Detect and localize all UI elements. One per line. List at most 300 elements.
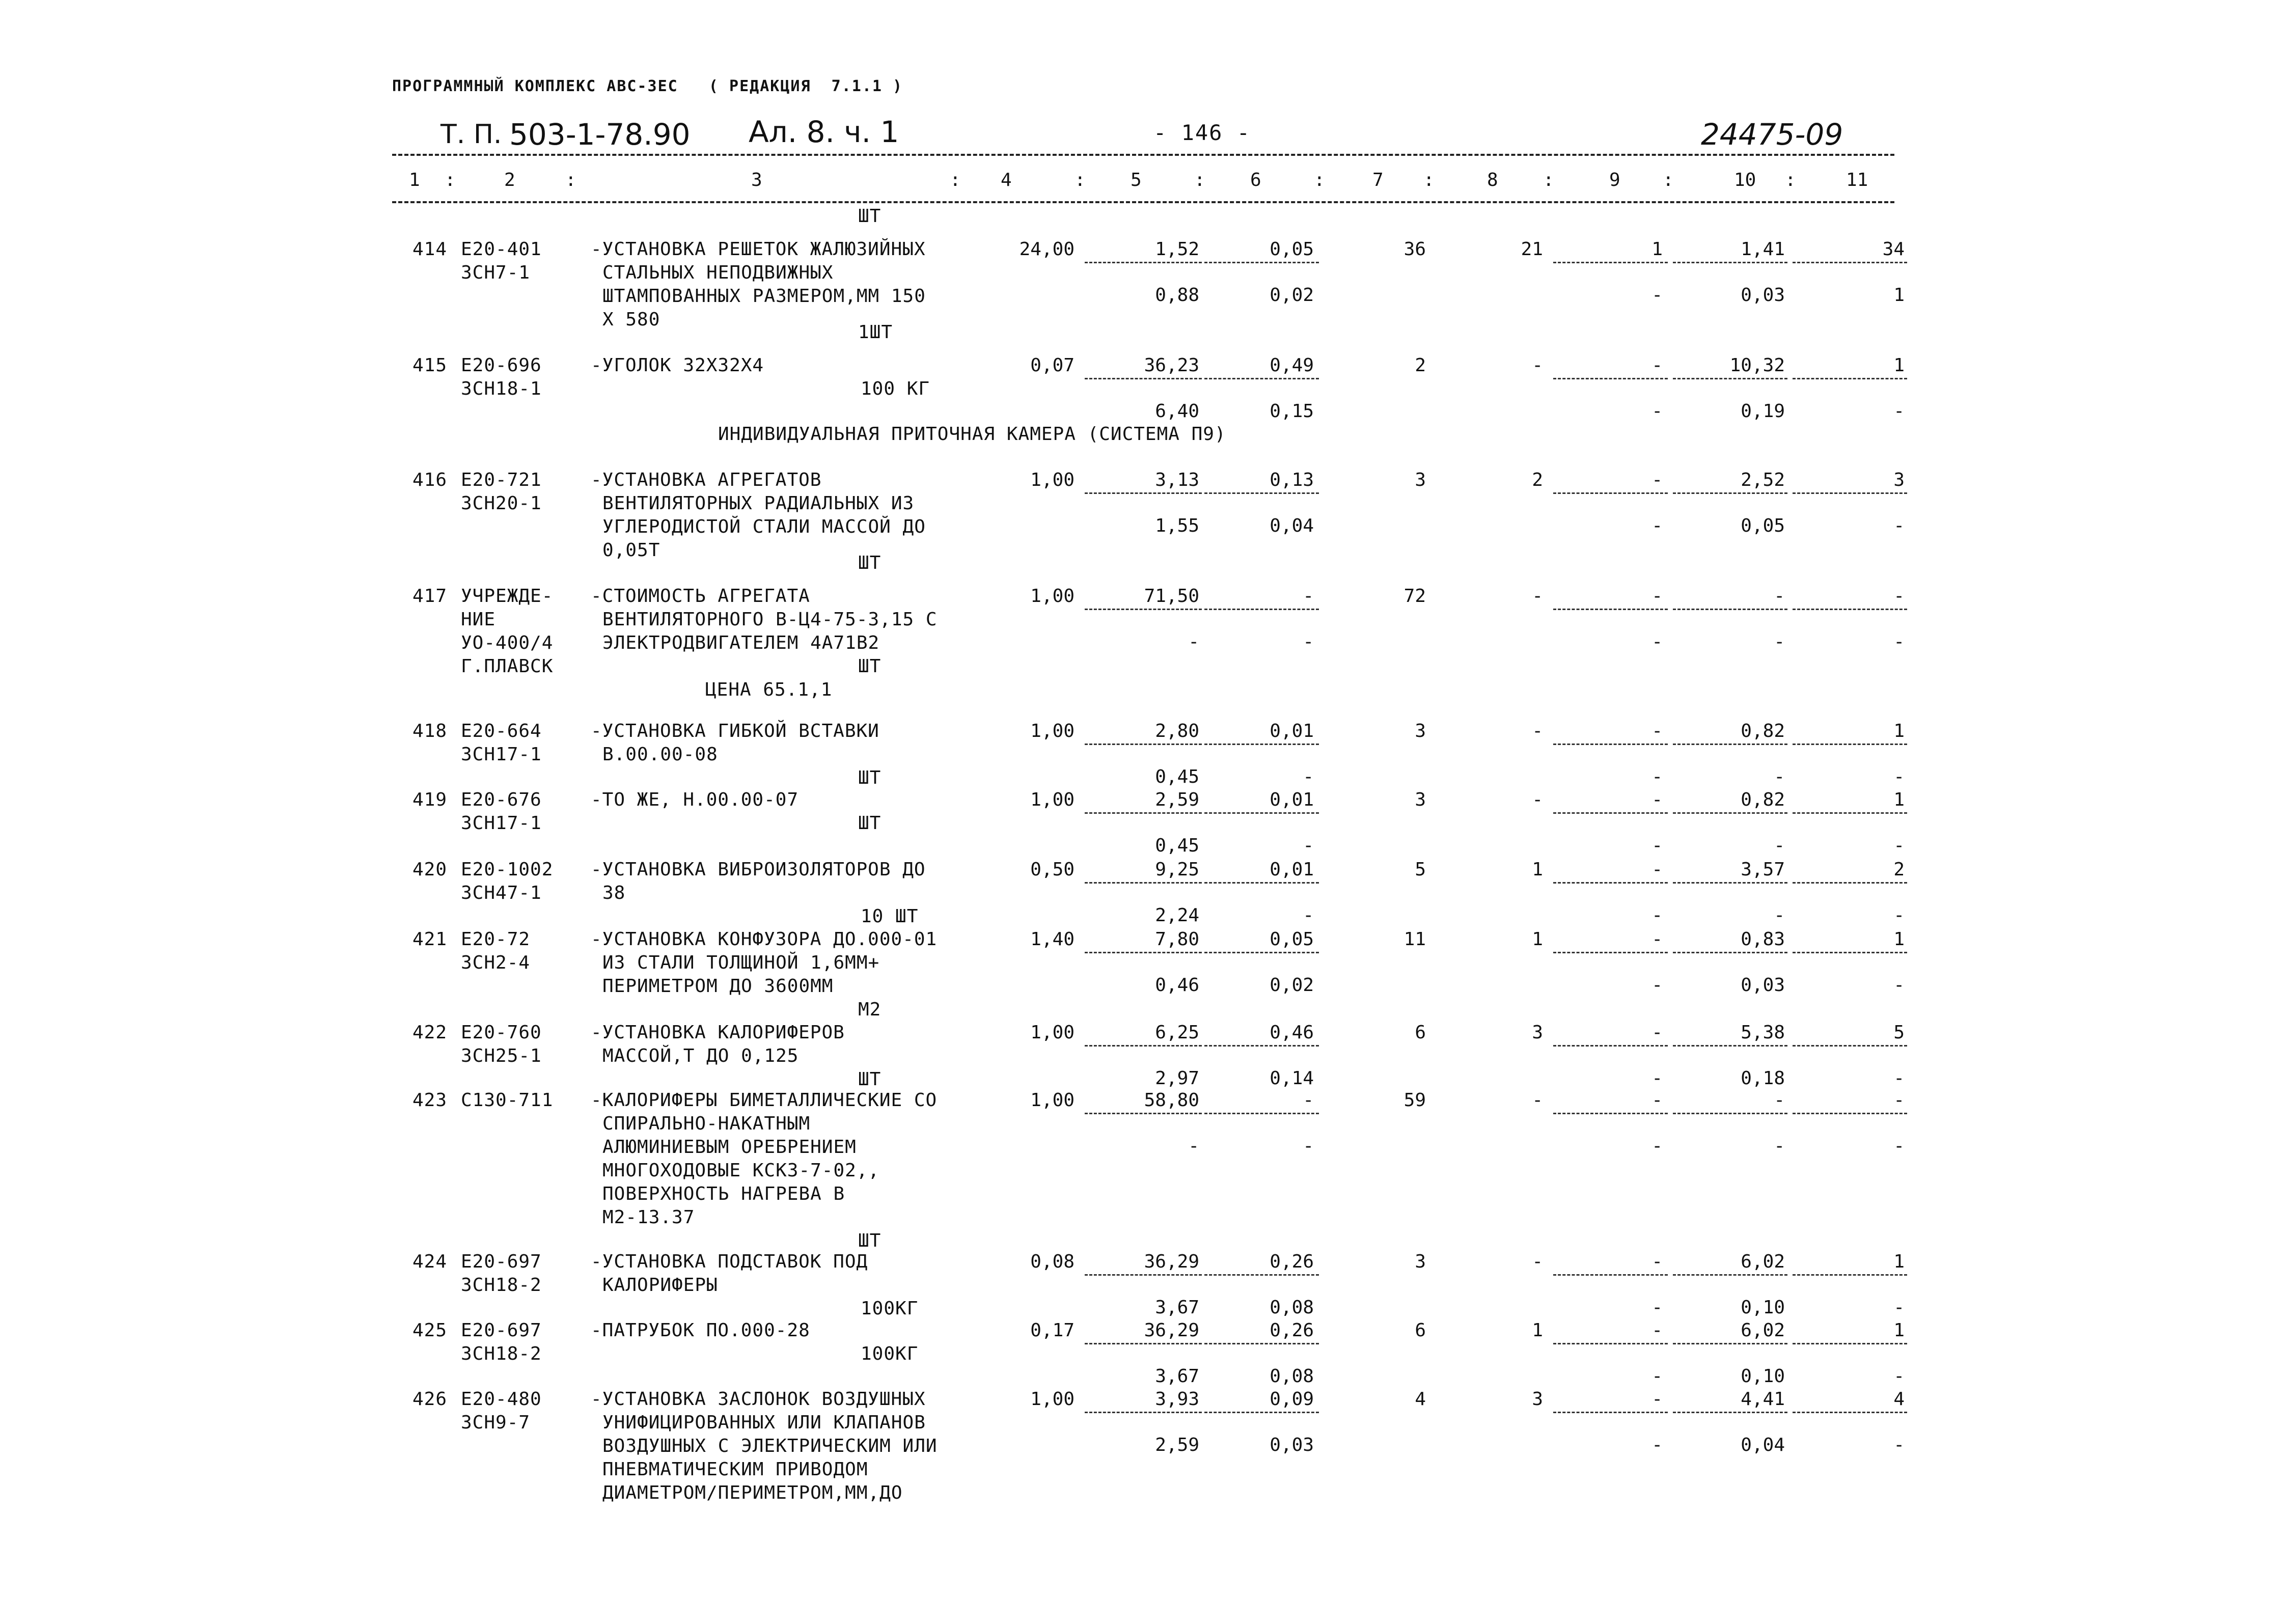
row-description-line: ДИАМЕТРОМ/ПЕРИМЕТРОМ,ММ,ДО bbox=[602, 1482, 903, 1503]
cell-c8: - bbox=[1532, 355, 1543, 376]
cell-underline bbox=[1673, 882, 1787, 884]
cell-underline bbox=[1085, 952, 1202, 953]
cell-c9a: - bbox=[1651, 721, 1663, 741]
cell-c9a: - bbox=[1651, 586, 1663, 607]
cell-c7: 72 bbox=[1403, 586, 1426, 607]
cell-qty: 0,08 bbox=[1030, 1251, 1075, 1272]
cell-underline bbox=[1793, 1045, 1907, 1047]
cell-c10a: 4,41 bbox=[1741, 1389, 1785, 1410]
row-description-line: 0,05Т bbox=[602, 540, 660, 561]
cell-c11a: 1 bbox=[1893, 721, 1905, 741]
cell-underline bbox=[1793, 609, 1907, 610]
cell-c9a: - bbox=[1651, 789, 1663, 810]
cell-underline bbox=[1204, 492, 1319, 494]
cell-c6b: 0,14 bbox=[1270, 1068, 1314, 1089]
cell-c6a: 0,01 bbox=[1270, 859, 1314, 880]
cell-c7: 3 bbox=[1415, 1251, 1426, 1272]
cell-c7: 59 bbox=[1403, 1090, 1426, 1111]
cell-c5a: 36,29 bbox=[1144, 1251, 1199, 1272]
cell-c11b: - bbox=[1893, 1297, 1905, 1318]
cell-underline bbox=[1085, 882, 1202, 884]
unit-label: ШТ bbox=[858, 553, 882, 573]
cell-c7: 36 bbox=[1403, 239, 1426, 260]
cell-c11b: - bbox=[1893, 975, 1905, 996]
cell-c7: 11 bbox=[1403, 929, 1426, 950]
cell-c9b: - bbox=[1651, 401, 1663, 422]
cell-underline bbox=[1204, 1412, 1319, 1413]
cell-c10b: 0,10 bbox=[1741, 1366, 1785, 1387]
row-description-line: ВЕНТИЛЯТОРНОГО В-Ц4-75-3,15 С bbox=[602, 609, 938, 630]
cell-c9a: - bbox=[1651, 470, 1663, 490]
row-code-line: ЗСН18-1 bbox=[461, 378, 542, 399]
row-number: 416 bbox=[412, 470, 448, 490]
row-description-line: СТАЛЬНЫХ НЕПОДВИЖНЫХ bbox=[602, 262, 834, 283]
cell-c9b: - bbox=[1651, 515, 1663, 536]
section-heading: ИНДИВИДУАЛЬНАЯ ПРИТОЧНАЯ КАМЕРА (СИСТЕМА П9) bbox=[718, 424, 1226, 445]
unit-label: 100 КГ bbox=[861, 378, 930, 399]
cell-c10b: - bbox=[1774, 1136, 1785, 1157]
cell-c11a: - bbox=[1893, 1090, 1905, 1111]
cell-underline bbox=[1204, 1045, 1319, 1047]
cell-underline bbox=[1673, 1113, 1787, 1114]
cell-c6b: - bbox=[1303, 1136, 1314, 1157]
cell-c9a: - bbox=[1651, 859, 1663, 880]
cell-underline bbox=[1673, 492, 1787, 494]
column-header-2: 2 bbox=[504, 170, 515, 190]
cell-c7: 3 bbox=[1415, 721, 1426, 741]
cell-c7: 3 bbox=[1415, 789, 1426, 810]
row-description-line: ИЗ СТАЛИ ТОЛЩИНОЙ 1,6ММ+ bbox=[602, 952, 880, 973]
cell-underline bbox=[1553, 744, 1668, 745]
cell-c6b: 0,08 bbox=[1270, 1297, 1314, 1318]
row-description-line: МАССОЙ,Т ДО 0,125 bbox=[602, 1045, 799, 1066]
row-description-line: АЛЮМИНИЕВЫМ ОРЕБРЕНИЕМ bbox=[602, 1137, 857, 1158]
cell-c5b: 6,40 bbox=[1155, 401, 1199, 422]
cell-c6a: 0,46 bbox=[1270, 1022, 1314, 1043]
cell-c6b: 0,04 bbox=[1270, 515, 1314, 536]
cell-c10a: 2,52 bbox=[1741, 470, 1785, 490]
row-description-line: 38 bbox=[602, 883, 626, 903]
cell-c6a: 0,05 bbox=[1270, 929, 1314, 950]
cell-underline bbox=[1793, 952, 1907, 953]
row-description-line: -УСТАНОВКА ГИБКОЙ ВСТАВКИ bbox=[591, 721, 879, 741]
unit-label: 10 ШТ bbox=[861, 906, 919, 927]
row-description-line: -КАЛОРИФЕРЫ БИМЕТАЛЛИЧЕСКИЕ СО bbox=[591, 1090, 938, 1111]
cell-underline bbox=[1085, 1343, 1202, 1344]
cell-c9b: - bbox=[1651, 1068, 1663, 1089]
cell-c9b: - bbox=[1651, 975, 1663, 996]
cell-c11a: - bbox=[1893, 586, 1905, 607]
cell-underline bbox=[1204, 812, 1319, 814]
row-description-line: -УСТАНОВКА ПОДСТАВОК ПОД bbox=[591, 1251, 868, 1272]
row-number: 415 bbox=[412, 355, 448, 376]
tp-number: 503-1-78.90 bbox=[509, 117, 691, 152]
cell-c5b: 0,88 bbox=[1155, 285, 1199, 306]
cell-c11a: 3 bbox=[1893, 470, 1905, 490]
cell-c9a: - bbox=[1651, 929, 1663, 950]
row-description-line: ЭЛЕКТРОДВИГАТЕЛЕМ 4А71В2 bbox=[602, 632, 880, 653]
cell-underline bbox=[1204, 609, 1319, 610]
row-code-line: Е20-676 bbox=[461, 789, 542, 810]
cell-underline bbox=[1793, 744, 1907, 745]
row-description-line: -УСТАНОВКА ЗАСЛОНОК ВОЗДУШНЫХ bbox=[591, 1389, 926, 1410]
cell-c5a: 6,25 bbox=[1155, 1022, 1199, 1043]
cell-underline bbox=[1204, 1113, 1319, 1114]
cell-c5a: 3,93 bbox=[1155, 1389, 1199, 1410]
row-code-line: ЗСН18-2 bbox=[461, 1275, 542, 1296]
cell-c10a: 6,02 bbox=[1741, 1251, 1785, 1272]
column-separator: : bbox=[950, 170, 961, 190]
row-description-line: СПИРАЛЬНО-НАКАТНЫМ bbox=[602, 1113, 811, 1134]
cell-c10b: 0,19 bbox=[1741, 401, 1785, 422]
cell-c11b: - bbox=[1893, 1366, 1905, 1387]
row-number: 414 bbox=[412, 239, 448, 260]
cell-c9b: - bbox=[1651, 1297, 1663, 1318]
cell-c10a: 6,02 bbox=[1741, 1320, 1785, 1341]
column-header-10: 10 bbox=[1734, 170, 1756, 190]
row-code-line: ЗСН2-4 bbox=[461, 952, 531, 973]
cell-underline bbox=[1204, 952, 1319, 953]
cell-c10a: 0,82 bbox=[1741, 789, 1785, 810]
row-description-line: ШТАМПОВАННЫХ РАЗМЕРОМ,ММ 150 bbox=[602, 286, 926, 307]
row-code-line: Е20-480 bbox=[461, 1389, 542, 1410]
row-code-line: Е20-1002 bbox=[461, 859, 554, 880]
cell-c5a: 7,80 bbox=[1155, 929, 1199, 950]
cell-c10a: 0,83 bbox=[1741, 929, 1785, 950]
cell-underline bbox=[1204, 744, 1319, 745]
cell-underline bbox=[1085, 1113, 1202, 1114]
cell-c11a: 1 bbox=[1893, 789, 1905, 810]
row-description-line: ВОЗДУШНЫХ С ЭЛЕКТРИЧЕСКИМ ИЛИ bbox=[602, 1436, 938, 1456]
cell-c5b: 1,55 bbox=[1155, 515, 1199, 536]
cell-c6a: 0,26 bbox=[1270, 1251, 1314, 1272]
cell-c11b: - bbox=[1893, 1435, 1905, 1455]
row-description-line: -УГОЛОК 32Х32Х4 bbox=[591, 355, 764, 376]
row-description-line: -УСТАНОВКА РЕШЕТОК ЖАЛЮЗИЙНЫХ bbox=[591, 239, 926, 260]
cell-c11b: - bbox=[1893, 515, 1905, 536]
row-code-line: Е20-696 bbox=[461, 355, 542, 376]
cell-c6b: - bbox=[1303, 905, 1314, 926]
cell-c10a: - bbox=[1774, 586, 1785, 607]
row-description-line: Х 580 bbox=[602, 309, 660, 330]
cell-c9b: - bbox=[1651, 1435, 1663, 1455]
cell-underline bbox=[1553, 262, 1668, 263]
cell-underline bbox=[1553, 1412, 1668, 1413]
row-number: 417 bbox=[412, 586, 448, 607]
cell-c5b: 2,24 bbox=[1155, 905, 1199, 926]
row-code-line: Е20-697 bbox=[461, 1320, 542, 1341]
cell-c8: - bbox=[1532, 789, 1543, 810]
cell-c8: 1 bbox=[1532, 859, 1543, 880]
cell-underline bbox=[1085, 609, 1202, 610]
column-header-1: 1 bbox=[409, 170, 420, 190]
cell-c9a: - bbox=[1651, 1320, 1663, 1341]
cell-c10b: - bbox=[1774, 631, 1785, 652]
column-separator: : bbox=[565, 170, 576, 190]
cell-underline bbox=[1085, 1045, 1202, 1047]
cell-underline bbox=[1793, 812, 1907, 814]
cell-c10b: - bbox=[1774, 835, 1785, 856]
row-number: 423 bbox=[412, 1090, 448, 1111]
cell-c9a: - bbox=[1651, 355, 1663, 376]
cell-c10b: 0,18 bbox=[1741, 1068, 1785, 1089]
cell-c8: - bbox=[1532, 1090, 1543, 1111]
cell-underline bbox=[1085, 812, 1202, 814]
row-description-line: ВЕНТИЛЯТОРНЫХ РАДИАЛЬНЫХ ИЗ bbox=[602, 493, 915, 514]
unit-label: 1ШТ bbox=[858, 322, 893, 343]
cell-underline bbox=[1673, 262, 1787, 263]
cell-c8: 3 bbox=[1532, 1389, 1543, 1410]
row-number: 419 bbox=[412, 789, 448, 810]
row-code-line: Е20-664 bbox=[461, 721, 542, 741]
cell-c7: 6 bbox=[1415, 1320, 1426, 1341]
cell-c8: 1 bbox=[1532, 929, 1543, 950]
cell-underline bbox=[1553, 812, 1668, 814]
unit-label: ШТ bbox=[858, 767, 882, 788]
cell-c10a: 1,41 bbox=[1741, 239, 1785, 260]
cell-underline bbox=[1793, 492, 1907, 494]
cell-underline bbox=[1673, 1343, 1787, 1344]
cell-c9b: - bbox=[1651, 1136, 1663, 1157]
row-description-line: -ТО ЖЕ, Н.00.00-07 bbox=[591, 789, 799, 810]
cell-underline bbox=[1085, 1412, 1202, 1413]
cell-c6b: 0,02 bbox=[1270, 975, 1314, 996]
cell-c11a: 1 bbox=[1893, 355, 1905, 376]
cell-c8: 1 bbox=[1532, 1320, 1543, 1341]
price-note: ЦЕНА 65.1,1 bbox=[705, 679, 833, 700]
cell-underline bbox=[1553, 1113, 1668, 1114]
row-code-line: ЗСН7-1 bbox=[461, 262, 531, 283]
cell-c9a: - bbox=[1651, 1022, 1663, 1043]
row-description-line: -УСТАНОВКА КАЛОРИФЕРОВ bbox=[591, 1022, 845, 1043]
cell-underline bbox=[1204, 262, 1319, 263]
row-code-line: ЗСН18-2 bbox=[461, 1343, 542, 1364]
cell-underline bbox=[1553, 609, 1668, 610]
cell-c11a: 1 bbox=[1893, 1320, 1905, 1341]
row-code-line: УЧРЕЖДЕ- bbox=[461, 586, 554, 607]
cell-c11b: - bbox=[1893, 1136, 1905, 1157]
cell-c9b: - bbox=[1651, 285, 1663, 306]
cell-c10b: 0,04 bbox=[1741, 1435, 1785, 1455]
cell-underline bbox=[1204, 1274, 1319, 1276]
row-code-line: ЗСН47-1 bbox=[461, 883, 542, 903]
cell-c5a: 3,13 bbox=[1155, 470, 1199, 490]
cell-c8: - bbox=[1532, 721, 1543, 741]
row-number: 424 bbox=[412, 1251, 448, 1272]
cell-c6a: 0,49 bbox=[1270, 355, 1314, 376]
row-code-line: ЗСН9-7 bbox=[461, 1412, 531, 1433]
column-header-7: 7 bbox=[1372, 170, 1384, 190]
cell-qty: 1,40 bbox=[1030, 929, 1075, 950]
row-code-line: НИЕ bbox=[461, 609, 496, 630]
cell-c10b: - bbox=[1774, 766, 1785, 787]
cell-c6a: 0,01 bbox=[1270, 789, 1314, 810]
cell-c10b: 0,03 bbox=[1741, 285, 1785, 306]
cell-underline bbox=[1553, 952, 1668, 953]
cell-c6a: 0,01 bbox=[1270, 721, 1314, 741]
column-separator: : bbox=[1663, 170, 1674, 190]
column-header-3: 3 bbox=[751, 170, 762, 190]
cell-c5b: 0,46 bbox=[1155, 975, 1199, 996]
cell-c7: 5 bbox=[1415, 859, 1426, 880]
cell-qty: 1,00 bbox=[1030, 470, 1075, 490]
column-header-8: 8 bbox=[1487, 170, 1498, 190]
cell-underline bbox=[1793, 378, 1907, 379]
cell-c5a: 2,80 bbox=[1155, 721, 1199, 741]
cell-c5a: 71,50 bbox=[1144, 586, 1199, 607]
cell-qty: 1,00 bbox=[1030, 1022, 1075, 1043]
cell-c10b: - bbox=[1774, 905, 1785, 926]
row-description-line: УНИФИЦИРОВАННЫХ ИЛИ КЛАПАНОВ bbox=[602, 1412, 926, 1433]
cell-c11a: 1 bbox=[1893, 1251, 1905, 1272]
cell-underline bbox=[1204, 882, 1319, 884]
column-header-5: 5 bbox=[1131, 170, 1142, 190]
cell-c5a: 36,23 bbox=[1144, 355, 1199, 376]
cell-c6a: 0,05 bbox=[1270, 239, 1314, 260]
row-description-line: ПОВЕРХНОСТЬ НАГРЕВА В bbox=[602, 1183, 845, 1204]
row-number: 426 bbox=[412, 1389, 448, 1410]
cell-c6a: 0,09 bbox=[1270, 1389, 1314, 1410]
row-description-line: -СТОИМОСТЬ АГРЕГАТА bbox=[591, 586, 810, 607]
cell-c9b: - bbox=[1651, 1366, 1663, 1387]
cell-underline bbox=[1553, 1274, 1668, 1276]
row-number: 421 bbox=[412, 929, 448, 950]
column-separator: : bbox=[445, 170, 456, 190]
cell-underline bbox=[1673, 609, 1787, 610]
row-description-line: -УСТАНОВКА КОНФУЗОРА ДО.000-01 bbox=[591, 929, 938, 950]
cell-c8: - bbox=[1532, 586, 1543, 607]
cell-underline bbox=[1204, 1343, 1319, 1344]
cell-c5b: 0,45 bbox=[1155, 835, 1199, 856]
cell-c9b: - bbox=[1651, 631, 1663, 652]
cell-underline bbox=[1553, 1343, 1668, 1344]
cell-c10b: 0,10 bbox=[1741, 1297, 1785, 1318]
cell-c11b: - bbox=[1893, 631, 1905, 652]
cell-c11b: 1 bbox=[1893, 285, 1905, 306]
cell-underline bbox=[1793, 262, 1907, 263]
column-header-11: 11 bbox=[1846, 170, 1868, 190]
row-description-line: -ПАТРУБОК ПО.000-28 bbox=[591, 1320, 810, 1341]
cell-c5a: 36,29 bbox=[1144, 1320, 1199, 1341]
column-separator: : bbox=[1543, 170, 1554, 190]
cell-underline bbox=[1673, 952, 1787, 953]
row-description-line: В.00.00-08 bbox=[602, 744, 718, 765]
row-description-line: УГЛЕРОДИСТОЙ СТАЛИ МАССОЙ ДО bbox=[602, 516, 926, 537]
row-description-line: -УСТАНОВКА АГРЕГАТОВ bbox=[591, 470, 822, 490]
unit-label: ШТ bbox=[858, 1230, 882, 1251]
column-header-6: 6 bbox=[1250, 170, 1261, 190]
cell-c5b: 0,45 bbox=[1155, 766, 1199, 787]
cell-c6a: 0,26 bbox=[1270, 1320, 1314, 1341]
cell-c5a: 9,25 bbox=[1155, 859, 1199, 880]
row-description-line: ПНЕВМАТИЧЕСКИМ ПРИВОДОМ bbox=[602, 1459, 868, 1480]
row-code-line: ЗСН17-1 bbox=[461, 744, 542, 765]
cell-c6b: 0,15 bbox=[1270, 401, 1314, 422]
tp-prefix: Т. П. bbox=[440, 119, 502, 150]
row-number: 422 bbox=[412, 1022, 448, 1043]
column-separator: : bbox=[1423, 170, 1435, 190]
column-separator: : bbox=[1194, 170, 1205, 190]
cell-c5a: 58,80 bbox=[1144, 1090, 1199, 1111]
cell-c10a: 10,32 bbox=[1729, 355, 1785, 376]
row-code-line: С130-711 bbox=[461, 1090, 554, 1111]
cell-c10b: 0,05 bbox=[1741, 515, 1785, 536]
row-code-line: ЗСН25-1 bbox=[461, 1045, 542, 1066]
header-rule-top bbox=[392, 154, 1894, 156]
cell-c11a: 34 bbox=[1882, 239, 1905, 260]
column-header-9: 9 bbox=[1609, 170, 1620, 190]
cell-qty: 0,17 bbox=[1030, 1320, 1075, 1341]
cell-qty: 1,00 bbox=[1030, 789, 1075, 810]
unit-label: ШТ bbox=[858, 813, 882, 834]
cell-underline bbox=[1553, 492, 1668, 494]
cell-c7: 2 bbox=[1415, 355, 1426, 376]
cell-c5b: 3,67 bbox=[1155, 1366, 1199, 1387]
cell-underline bbox=[1673, 812, 1787, 814]
unit-label: ШТ bbox=[858, 1069, 882, 1090]
cell-c10b: 0,03 bbox=[1741, 975, 1785, 996]
row-description-line: -УСТАНОВКА ВИБРОИЗОЛЯТОРОВ ДО bbox=[591, 859, 926, 880]
cell-c8: - bbox=[1532, 1251, 1543, 1272]
cell-qty: 24,00 bbox=[1019, 239, 1075, 260]
cell-c10a: 3,57 bbox=[1741, 859, 1785, 880]
cell-c11a: 5 bbox=[1893, 1022, 1905, 1043]
header-rule-bottom bbox=[392, 201, 1894, 203]
row-number: 418 bbox=[412, 721, 448, 741]
row-code-line: Е20-401 bbox=[461, 239, 542, 260]
row-number: 425 bbox=[412, 1320, 448, 1341]
row-code-line: Г.ПЛАВСК bbox=[461, 656, 554, 677]
column-separator: : bbox=[1785, 170, 1796, 190]
row-code-line: Е20-721 bbox=[461, 470, 542, 490]
cell-underline bbox=[1673, 1274, 1787, 1276]
row-code-line: Е20-72 bbox=[461, 929, 531, 950]
cell-c6a: - bbox=[1303, 586, 1314, 607]
cell-c6a: 0,13 bbox=[1270, 470, 1314, 490]
cell-c8: 21 bbox=[1521, 239, 1543, 260]
row-description-line: КАЛОРИФЕРЫ bbox=[602, 1275, 718, 1296]
cell-underline bbox=[1673, 1412, 1787, 1413]
column-header-4: 4 bbox=[1001, 170, 1012, 190]
cell-c7: 4 bbox=[1415, 1389, 1426, 1410]
cell-c11b: - bbox=[1893, 835, 1905, 856]
cell-c8: 2 bbox=[1532, 470, 1543, 490]
cell-c6b: 0,03 bbox=[1270, 1435, 1314, 1455]
unit-label: 100КГ bbox=[861, 1343, 919, 1364]
cell-c6b: - bbox=[1303, 631, 1314, 652]
cell-underline bbox=[1085, 262, 1202, 263]
cell-c9b: - bbox=[1651, 835, 1663, 856]
column-separator: : bbox=[1314, 170, 1325, 190]
cell-qty: 1,00 bbox=[1030, 1090, 1075, 1111]
cell-c5b: - bbox=[1188, 631, 1199, 652]
row-description-line: МНОГОХОДОВЫЕ КСК3-7-02,, bbox=[602, 1160, 880, 1181]
unit-label: ШТ bbox=[858, 206, 882, 227]
cell-underline bbox=[1085, 378, 1202, 379]
cell-c7: 6 bbox=[1415, 1022, 1426, 1043]
cell-c5a: 2,59 bbox=[1155, 789, 1199, 810]
cell-underline bbox=[1085, 744, 1202, 745]
cell-c10a: 0,82 bbox=[1741, 721, 1785, 741]
program-title: ПРОГРАММНЫЙ КОМПЛЕКС АВС-ЗЕС ( РЕДАКЦИЯ 7.1.1 ) bbox=[392, 77, 903, 95]
cell-c9b: - bbox=[1651, 905, 1663, 926]
cell-qty: 1,00 bbox=[1030, 721, 1075, 741]
cell-c9a: - bbox=[1651, 1090, 1663, 1111]
document-number: 24475-09 bbox=[1701, 117, 1843, 152]
cell-qty: 1,00 bbox=[1030, 1389, 1075, 1410]
row-code-line: ЗСН20-1 bbox=[461, 493, 542, 514]
cell-c5b: 3,67 bbox=[1155, 1297, 1199, 1318]
